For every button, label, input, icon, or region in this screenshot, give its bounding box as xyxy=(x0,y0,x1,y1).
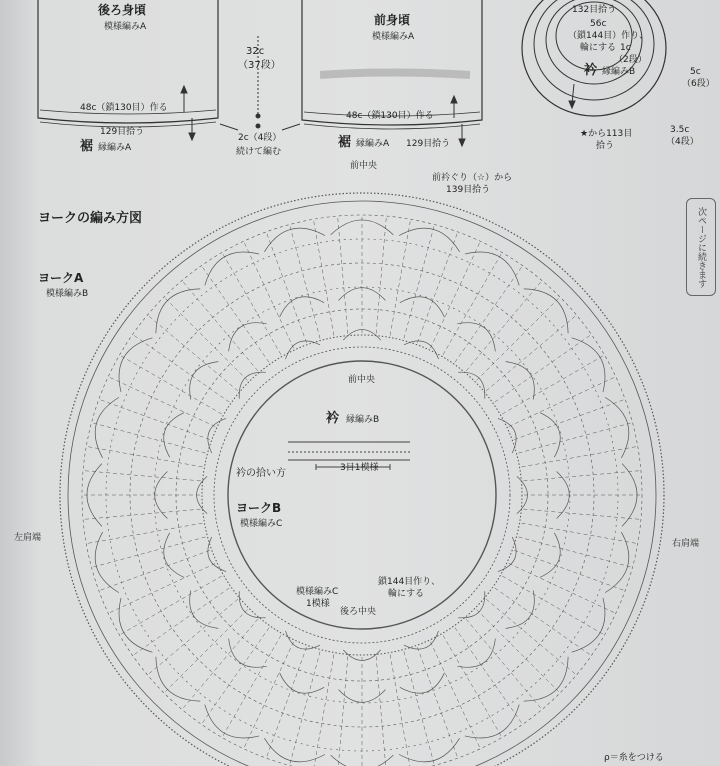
collar-rows2: （2段） xyxy=(614,55,647,65)
chart-ray xyxy=(165,610,247,692)
chart-ray xyxy=(93,423,205,453)
yoke-a-label: ヨークA xyxy=(38,271,84,285)
chart-ray xyxy=(149,316,238,391)
chart-ray xyxy=(245,243,294,348)
chart-ray xyxy=(443,254,501,354)
collar-56c: 56c xyxy=(590,19,607,29)
chart-fan xyxy=(506,362,535,400)
yoke-inner-front: 前中央 xyxy=(348,375,376,385)
chart-ray xyxy=(165,298,247,380)
chart-fan xyxy=(605,397,629,458)
yoke-legend: ρ＝糸をつける xyxy=(604,753,664,763)
collar-pick132: 132目拾う xyxy=(572,5,617,15)
side-rows: （37段） xyxy=(238,60,281,71)
collar-chain144: （鎖144目）作り、 xyxy=(568,31,649,41)
chart-fan xyxy=(404,341,439,359)
yoke-left-sleeve: 左肩端 xyxy=(14,533,42,543)
chart-fan xyxy=(506,590,535,628)
yoke-back-center: 後ろ中央 xyxy=(340,607,377,617)
chart-ray xyxy=(110,563,215,612)
collar-title: 衿 xyxy=(584,63,598,78)
chart-ray xyxy=(495,588,590,655)
side-length: 32c xyxy=(246,46,265,57)
chart-fan xyxy=(457,323,495,352)
chart-ray xyxy=(430,243,479,348)
chart-ray xyxy=(88,447,202,467)
chart-fan xyxy=(399,228,460,252)
chart-fan xyxy=(404,631,439,649)
chart-ray xyxy=(203,628,270,723)
chart-ray xyxy=(477,610,559,692)
chart-fan xyxy=(458,591,485,618)
chart-ray xyxy=(404,226,434,338)
chart-fan xyxy=(190,590,219,628)
chart-ray xyxy=(85,471,201,481)
chart-fan xyxy=(164,533,184,578)
collar-pick-end: 拾う xyxy=(596,141,615,151)
chart-ray xyxy=(245,642,294,747)
yoke-repeat3: 3目1模様 xyxy=(340,463,379,473)
chart-ray xyxy=(390,655,410,766)
yoke-pattern-c: 模様編みC xyxy=(296,587,339,597)
chart-fan xyxy=(285,631,320,649)
chart-ray xyxy=(85,509,201,519)
chart-fan xyxy=(208,537,226,572)
chart-ray xyxy=(390,221,410,335)
chart-ray xyxy=(121,356,221,414)
chart-ray xyxy=(509,378,614,427)
chart-ray xyxy=(486,316,575,391)
dimension-arrows xyxy=(181,36,465,146)
front-body-hem-pattern: 縁編みA xyxy=(356,139,390,149)
collar-5c: 5c xyxy=(690,67,701,77)
chart-ray xyxy=(376,656,386,766)
chart-ray xyxy=(443,635,501,735)
chart-ray xyxy=(110,378,215,427)
front-body-title: 前身頃 xyxy=(374,13,411,27)
yoke-collar-pattern: 縁編みB xyxy=(346,415,380,425)
chart-ray xyxy=(121,576,221,634)
yoke-b-pattern: 模様編みC xyxy=(240,519,283,529)
collar-1c: 1c xyxy=(620,43,631,53)
chart-ray xyxy=(223,254,281,354)
chart-fan xyxy=(229,323,267,352)
chart-fan xyxy=(239,372,266,399)
chart-fan xyxy=(605,532,629,593)
yoke-front-pick2: 139目拾う xyxy=(446,185,491,195)
yoke-chain144: 鎖144目作り、 xyxy=(378,577,441,587)
chart-fan xyxy=(239,591,266,618)
back-body-hem: 裾 xyxy=(80,139,94,154)
chart-ray xyxy=(134,588,229,655)
chart-ray xyxy=(514,550,623,590)
yoke-title: ヨークの編み方図 xyxy=(38,211,143,226)
chart-ray xyxy=(523,509,639,519)
chart-ray xyxy=(417,234,457,343)
back-body-title: 後ろ身頃 xyxy=(98,3,147,17)
chart-ray xyxy=(338,218,348,334)
chart-ray xyxy=(477,298,559,380)
chart-ray xyxy=(455,628,522,723)
back-body-pick: 129目拾う xyxy=(100,127,145,137)
yoke-collar-label: 衿 xyxy=(326,411,340,426)
chart-ray xyxy=(267,647,307,756)
chart-fan xyxy=(498,418,516,453)
chart-ray xyxy=(149,599,238,674)
yoke-front-center: 前中央 xyxy=(350,161,378,171)
next-page-note: 次ページに続きます xyxy=(686,198,716,296)
chart-fan xyxy=(229,639,267,668)
chart-ray xyxy=(509,563,614,612)
chart-ray xyxy=(376,218,386,334)
chart-fan xyxy=(95,397,119,458)
yoke-chart xyxy=(60,193,664,766)
side-continue: 続けて編む xyxy=(236,147,282,157)
chart-ray xyxy=(522,447,636,467)
yoke-a-pattern: 模様編みB xyxy=(46,289,89,299)
chart-fan xyxy=(164,413,184,458)
chart-ray xyxy=(101,400,210,440)
chart-fan xyxy=(457,639,495,668)
side-seam: 2c（4段） xyxy=(238,133,282,143)
front-body-pattern: 模様編みA xyxy=(372,32,415,42)
chart-ray xyxy=(314,221,334,335)
chart-ray xyxy=(466,282,541,371)
chart-ray xyxy=(338,656,348,766)
chart-ray xyxy=(183,619,258,708)
yoke-repeat1: 1模様 xyxy=(306,599,330,609)
yoke-b-label: ヨークB xyxy=(236,501,282,515)
chart-fan xyxy=(264,228,325,252)
chart-ray xyxy=(502,356,602,414)
collar-rows4: （4段） xyxy=(666,137,699,147)
chart-ray xyxy=(502,576,602,634)
chart-ray xyxy=(183,282,258,371)
yoke-ring: 輪にする xyxy=(388,589,425,599)
collar-star: ★から113目 xyxy=(580,129,633,139)
chart-ray xyxy=(495,336,590,403)
chart-fan xyxy=(285,341,320,359)
collar-rows6: （6段） xyxy=(682,79,715,89)
chart-fan xyxy=(264,738,325,762)
collar-ring: 輪にする xyxy=(580,43,617,53)
front-body-pick: 129目拾う xyxy=(406,139,451,149)
yoke-right-sleeve: 右肩端 xyxy=(672,539,700,549)
chart-fan xyxy=(400,297,445,317)
yoke-collar-pick: 衿の拾い方 xyxy=(236,468,286,479)
front-body-chain: 48c（鎖130目）作る xyxy=(346,111,434,121)
yoke-front-pick: 前衿ぐり（☆）から xyxy=(432,173,513,183)
collar-3-5c: 3.5c xyxy=(670,125,690,135)
chart-ray xyxy=(455,267,522,362)
back-body-chain: 48c（鎖130目）作る xyxy=(80,103,168,113)
chart-fan xyxy=(498,537,516,572)
chart-ray xyxy=(518,537,630,567)
chart-ray xyxy=(466,619,541,708)
chart-ray xyxy=(88,523,202,543)
chart-ray xyxy=(430,642,479,747)
chart-ray xyxy=(134,336,229,403)
chart-fan xyxy=(190,362,219,400)
chart-ray xyxy=(203,267,270,362)
chart-fan xyxy=(280,297,325,317)
chart-fan xyxy=(399,738,460,762)
chart-ray xyxy=(486,599,575,674)
chart-ray xyxy=(223,635,281,735)
chart-fan xyxy=(458,372,485,399)
chart-ray xyxy=(523,471,639,481)
chart-fan xyxy=(208,418,226,453)
collar-pattern: 縁編みB xyxy=(602,67,636,77)
front-body-hem: 裾 xyxy=(338,135,352,150)
chart-ray xyxy=(522,523,636,543)
chart-fan xyxy=(95,532,119,593)
back-body-pattern: 模様編みA xyxy=(104,22,147,32)
back-body-hem-pattern: 縁編みA xyxy=(98,143,132,153)
